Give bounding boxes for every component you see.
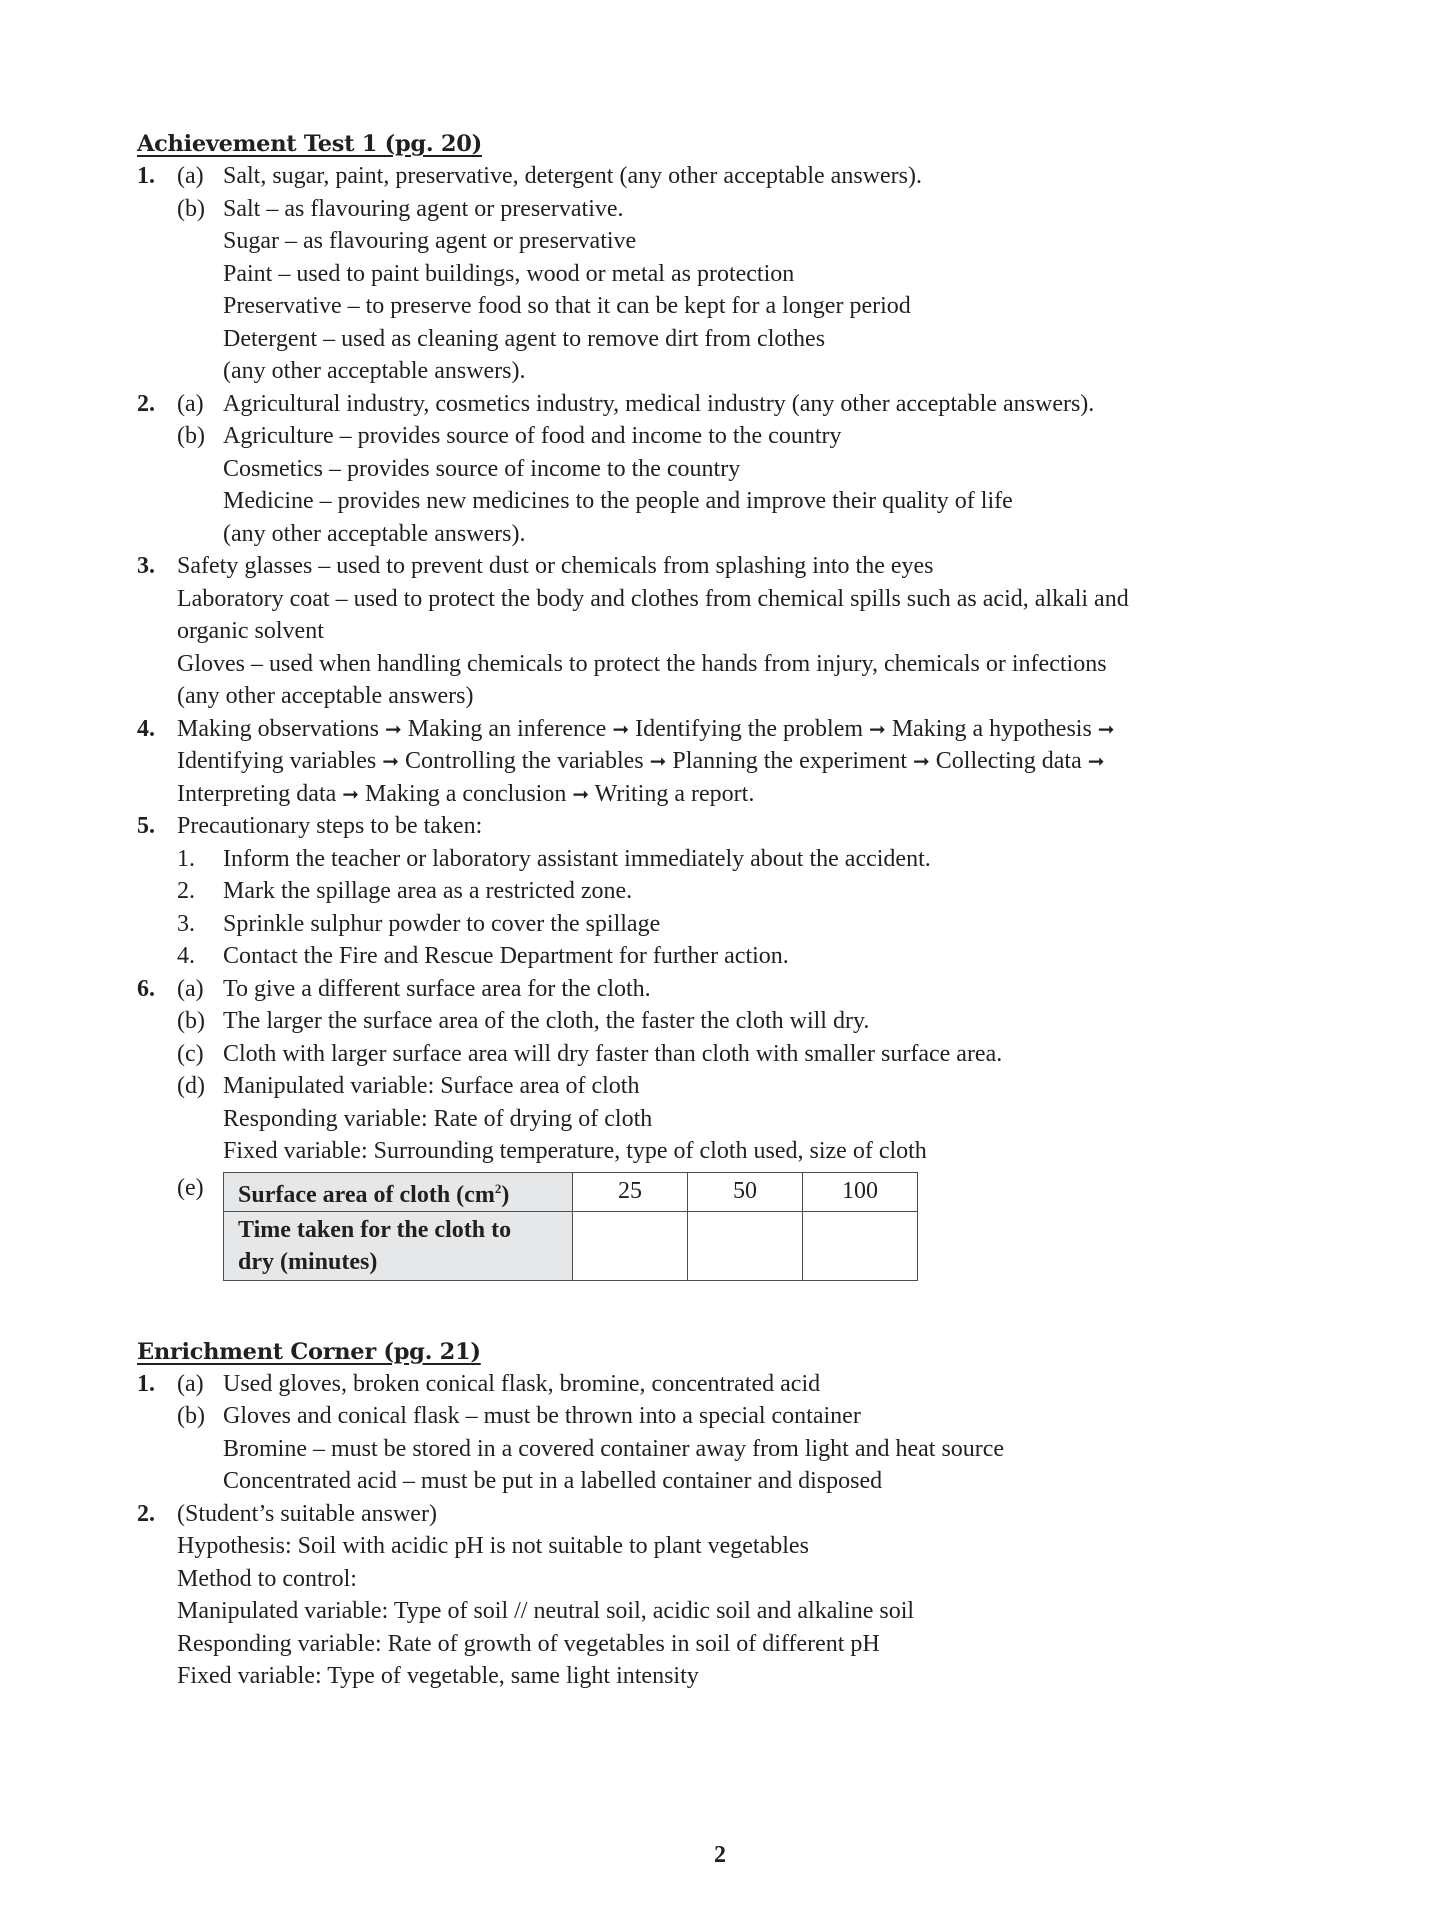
arrow-right-icon: ➞ [869,716,886,741]
answer-text: Fixed variable: Surrounding temperature, type of cloth used, size of cloth [223,1138,927,1164]
table-cell-empty [803,1211,918,1280]
answer-line [137,258,1297,291]
answer-text: Precautionary steps to be taken: [177,813,483,839]
answer-text: Laboratory coat – used to protect the body and clothes from chemical spills such as acid, alkali and [177,585,1129,612]
step-text: Mark the spillage area as a restricted zone. [223,878,633,904]
arrow-right-icon: ➞ [382,749,400,773]
part-label: (a) [177,163,204,189]
table-cell-empty [688,1211,803,1280]
answer-line [137,745,1297,778]
arrow-right-icon: ➞ [913,749,930,773]
part-label: (b) [177,195,205,222]
answer-line [137,1563,1297,1596]
answer-line [137,290,1297,323]
step-text: Contact the Fire and Rescue Department for further action. [223,943,789,969]
answer-line [137,1135,1297,1168]
answer-text: To give a different surface area for the cloth. [223,975,651,1002]
answer-line [137,323,1297,356]
question-number: 3. [137,553,155,579]
answer-text: Cloth with larger surface area will dry faster than cloth with smaller surface area. [223,1040,1003,1067]
step-text: Inform the teacher or laboratory assistant immediately about the accident. [223,845,931,872]
answer-text: (any other acceptable answers) [177,683,474,709]
process-flow-line [177,778,754,811]
answer-text: Detergent – used as cleaning agent to remove dirt from clothes [223,325,826,352]
process-step: Making a hypothesis [891,715,1092,742]
answer-text: Method to control: [177,1565,357,1592]
part-label: (a) [177,1370,204,1397]
question-number: 1. [137,163,155,189]
question-number: 5. [137,813,155,839]
answer-text: (any other acceptable answers). [223,358,526,384]
answer-text: Salt, sugar, paint, preservative, detergent (any other acceptable answers). [223,163,922,189]
arrow-right-icon: ➞ [1097,716,1115,741]
part-label: (a) [177,390,204,417]
part-label: (b) [177,1008,205,1034]
table-row-time-taken [224,1211,918,1280]
process-step: Collecting data [935,748,1082,774]
question-6-e [137,1172,1297,1292]
answer-text: Paint – used to paint buildings, wood or metal as protection [223,260,795,287]
answer-text: organic solvent [177,618,324,644]
step-number: 4. [177,943,195,969]
arrow-right-icon: ➞ [612,716,630,741]
step-number: 2. [177,878,195,904]
part-label: (e) [177,1174,204,1201]
step-text: Sprinkle sulphur powder to cover the spillage [223,910,661,937]
answer-text: Bromine – must be stored in a covered container away from light and heat source [223,1435,1005,1462]
precaution-step [137,940,1297,973]
question-2-b [137,420,1297,453]
step-number: 1. [177,845,195,872]
answer-line [137,518,1297,551]
table-cell: 50 [688,1172,803,1211]
arrow-right-icon: ➞ [649,749,667,773]
precaution-step [137,875,1297,908]
answer-line [137,1595,1297,1628]
question-5 [137,810,1297,843]
answer-page [137,128,1297,1693]
enrichment-question-1-b [137,1400,1297,1433]
question-3 [137,550,1297,583]
answer-line [137,453,1297,486]
answer-text: Medicine – provides new medicines to the people and improve their quality of life [223,488,1013,514]
answer-text: The larger the surface area of the cloth, the faster the cloth will dry. [223,1008,870,1034]
process-flow-line [177,745,1105,778]
question-6-d [137,1070,1297,1103]
table-cell: 25 [573,1172,688,1211]
part-label: (d) [177,1073,205,1099]
answer-line [137,1530,1297,1563]
process-step: Interpreting data [177,780,337,807]
enrichment-question-1-a [137,1368,1297,1401]
superscript: 2 [494,1180,502,1196]
question-6-b [137,1005,1297,1038]
table-cell-empty [573,1211,688,1280]
arrow-right-icon: ➞ [572,781,590,806]
answer-text: Used gloves, broken conical flask, bromine, concentrated acid [223,1370,821,1397]
process-step: Identifying the problem [635,715,864,742]
table-cell: 100 [803,1172,918,1211]
section-title-achievement-test: Achievement Test 1 (pg. 20) [137,131,482,157]
answer-text: Cosmetics – provides source of income to the country [223,455,741,482]
answer-line [137,1433,1297,1466]
table-header-cell [224,1172,573,1211]
process-step: Identifying variables [177,748,377,774]
process-step: Controlling the variables [405,748,644,774]
answer-text: Responding variable: Rate of growth of vegetables in soil of different pH [177,1630,880,1657]
enrichment-question-2 [137,1498,1297,1531]
answer-text: Responding variable: Rate of drying of cloth [223,1105,653,1132]
answer-line [137,583,1297,616]
process-step: Making observations [177,715,379,742]
question-1-a [137,160,1297,193]
part-label: (c) [177,1040,204,1067]
header-text: Time taken for the cloth to [238,1216,512,1243]
answer-text: Manipulated variable: Type of soil // neutral soil, acidic soil and alkaline soil [177,1598,915,1624]
answer-line [137,225,1297,258]
answer-text: (any other acceptable answers). [223,520,526,547]
answer-text: Sugar – as flavouring agent or preservative [223,228,637,254]
question-6-c [137,1038,1297,1071]
arrow-right-icon: ➞ [384,716,402,741]
answer-line [137,1465,1297,1498]
section-title-enrichment-corner: Enrichment Corner (pg. 21) [137,1338,481,1365]
part-label: (b) [177,1403,205,1429]
part-label: (a) [177,975,204,1002]
precaution-step [137,908,1297,941]
answer-text: Salt – as flavouring agent or preservative. [223,195,624,222]
table-header-cell [224,1211,573,1280]
answer-line [137,615,1297,648]
answer-text: Agricultural industry, cosmetics industry, medical industry (any other acceptable answers). [223,390,1095,417]
answer-text: Agriculture – provides source of food and income to the country [223,423,842,449]
arrow-right-icon: ➞ [342,781,360,806]
answer-text: Gloves and conical flask – must be thrown into a special container [223,1403,861,1429]
answer-line [137,485,1297,518]
answer-text: Concentrated acid – must be put in a labelled container and disposed [223,1468,883,1494]
answer-line [137,648,1297,681]
arrow-right-icon: ➞ [1087,749,1105,773]
header-text: dry (minutes) [238,1248,378,1275]
header-text: Surface area of cloth (cm [238,1181,495,1208]
question-number: 2. [137,390,155,417]
answer-line [137,355,1297,388]
question-6-a [137,973,1297,1006]
process-step: Making an inference [407,715,607,742]
answer-text: Fixed variable: Type of vegetable, same light intensity [177,1663,699,1689]
answer-text: Manipulated variable: Surface area of cloth [223,1073,640,1099]
question-number: 2. [137,1500,155,1527]
results-table [223,1172,918,1281]
question-number: 1. [137,1370,155,1397]
answer-text: (Student’s suitable answer) [177,1500,437,1527]
question-2-a [137,388,1297,421]
answer-text: Gloves – used when handling chemicals to protect the hands from injury, chemicals or infections [177,650,1107,677]
answer-line [137,1628,1297,1661]
process-step: Writing a report. [594,780,755,807]
answer-line [137,778,1297,811]
step-number: 3. [177,910,195,937]
section-spacer [137,1292,1297,1336]
answer-text: Hypothesis: Soil with acidic pH is not suitable to plant vegetables [177,1533,809,1559]
process-step: Planning the experiment [672,748,908,774]
answer-line [137,1103,1297,1136]
answer-text: Safety glasses – used to prevent dust or chemicals from splashing into the eyes [177,553,934,579]
precaution-step [137,843,1297,876]
question-number: 6. [137,975,155,1002]
page-number: 2 [714,1842,726,1868]
header-text-end: ) [501,1181,510,1208]
answer-text: Preservative – to preserve food so that it can be kept for a longer period [223,293,911,319]
part-label: (b) [177,423,205,449]
answer-line [137,1660,1297,1693]
question-4 [137,713,1297,746]
table-row-surface-area [224,1172,918,1211]
question-number: 4. [137,715,155,742]
process-step: Making a conclusion [365,780,567,807]
answer-line [137,680,1297,713]
process-flow-line [177,713,1115,746]
question-1-b [137,193,1297,226]
